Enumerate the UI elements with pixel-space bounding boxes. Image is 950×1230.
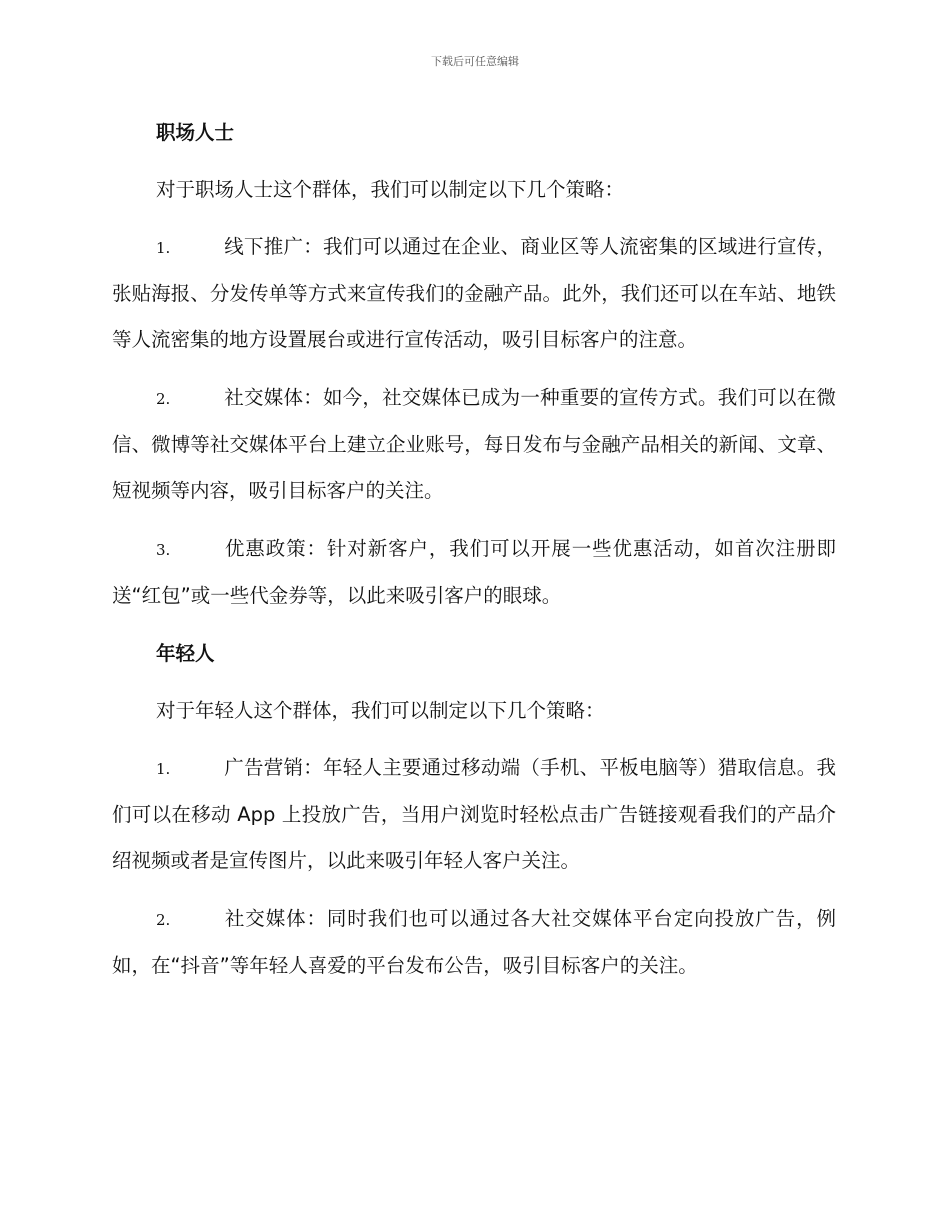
page-header: 下载后可任意编辑 [431,55,519,68]
list-item [112,896,836,989]
section-intro: 对于职场人士这个群体，我们可以制定以下几个策略： [156,178,625,201]
list-item-text: 优惠政策：针对新客户，我们可以开展一些优惠活动，如首次注册即送“红包”或一些代金券等，以此来吸引客户的眼球。 [112,537,836,607]
list-item [112,375,836,514]
list-item [112,745,836,884]
list-item-number: 2. [156,911,171,929]
list-item [112,224,836,363]
section-heading: 职场人士 [156,121,235,144]
list-item-text: 社交媒体：同时我们也可以通过各大社交媒体平台定向投放广告，例如，在“抖音”等年轻人喜爱的平台发布公告，吸引目标客户的关注。 [112,907,836,977]
list-item-number: 3. [156,541,171,559]
list-item-number: 2. [156,390,171,408]
section-intro: 对于年轻人这个群体，我们可以制定以下几个策略： [156,699,605,722]
list-item-number: 1. [156,760,171,778]
list-item-text: 广告营销：年轻人主要通过移动端（手机、平板电脑等）猎取信息。我们可以在移动 App 上投放广告，当用户浏览时轻松点击广告链接观看我们的产品介绍视频或者是宣传图片，以此来吸引年轻人客户关注。 [112,756,836,872]
list-item-text: 社交媒体：如今，社交媒体已成为一种重要的宣传方式。我们可以在微信、微博等社交媒体平台上建立企业账号，每日发布与金融产品相关的新闻、文章、短视频等内容，吸引目标客户的关注。 [112,386,836,502]
list-item-text: 线下推广：我们可以通过在企业、商业区等人流密集的区域进行宣传，张贴海报、分发传单等方式来宣传我们的金融产品。此外，我们还可以在车站、地铁等人流密集的地方设置展台或进行宣传活动，吸引目标客户的注意。 [112,235,836,351]
section-heading: 年轻人 [156,642,215,665]
list-item [112,526,836,619]
document-body [112,110,836,989]
list-item-number: 1. [156,239,171,257]
